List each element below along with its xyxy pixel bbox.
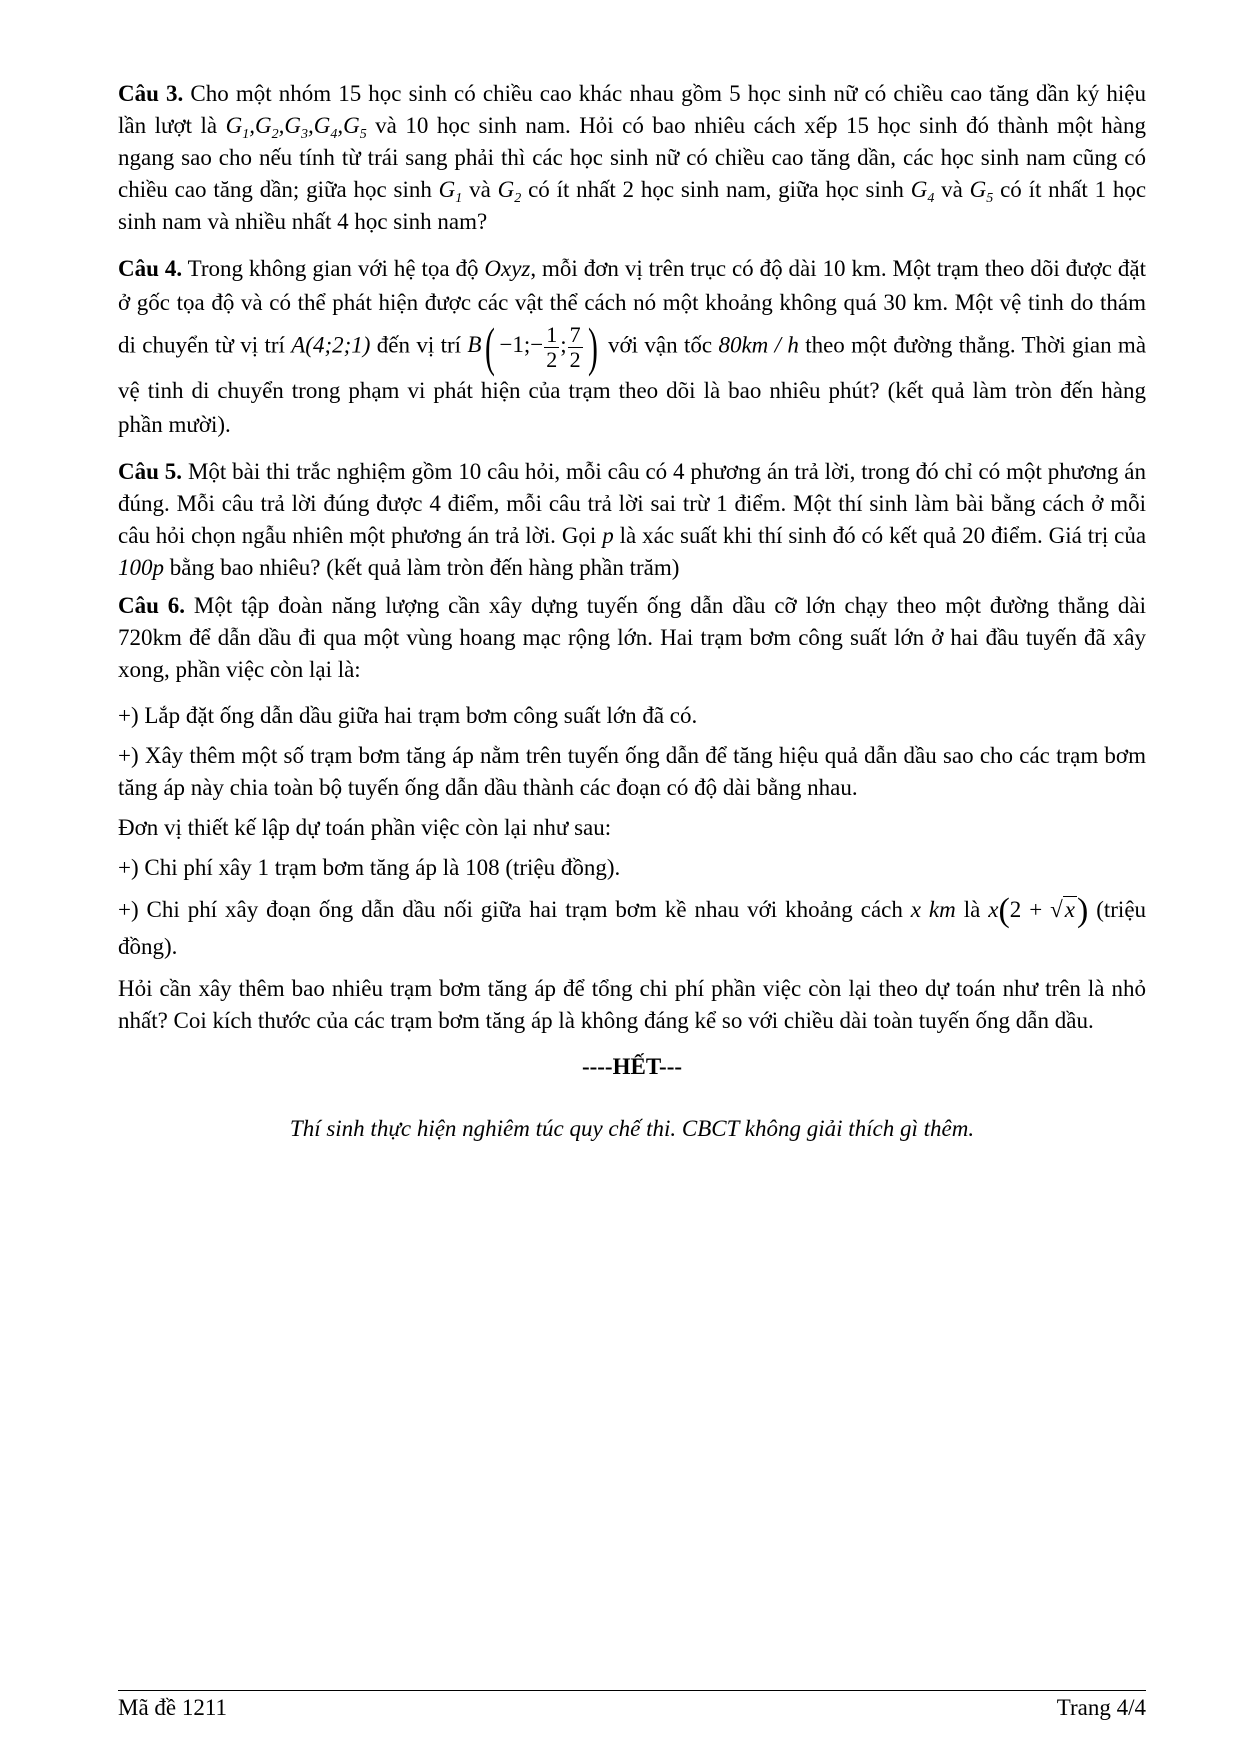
- page-number: Trang 4/4: [1056, 1695, 1146, 1720]
- q6-bullet-3: +) Chi phí xây 1 trạm bơm tăng áp là 108 (triệu đồng).: [118, 855, 621, 880]
- math-point-a: A(4;2;1): [291, 332, 371, 358]
- question-5: Câu 5. Một bài thi trắc nghiệm gồm 10 câu hỏi, mỗi câu có 4 phương án trả lời, trong đó chỉ có một phương án đúng. Mỗi câu trả lời đúng được 4 điểm, mỗi câu trả lời sai trừ 1 điểm. Một thí sinh làm bài bằng cách ở mỗi câu hỏi chọn ngẫu nhiên một phương án trả lời. Gọi p là xác suất khi thí sinh đó có kết quả 20 điểm. Giá trị của 100p bằng bao nhiêu? (kết quả làm tròn đến hàng phần trăm): [118, 459, 1147, 580]
- math-g4: $G_4$: [910, 177, 935, 206]
- end-mark: ----HẾT---: [581, 1054, 683, 1079]
- math-coordinate-system: Oxyz: [484, 256, 531, 281]
- exam-page: [118, 78, 1146, 1145]
- math-g2: $G_2$: [497, 177, 522, 206]
- math-100p: 100p: [118, 555, 164, 580]
- page-footer: [118, 1690, 1146, 1720]
- question-label: Câu 5.: [118, 459, 183, 484]
- q6-question: Hỏi cần xây thêm bao nhiêu trạm bơm tăng áp để tổng chi phí phần việc còn lại theo dự toán như trên là nhỏ nhất? Coi kích thước của các trạm bơm tăng áp là không đáng kể so với chiều dài toàn tuyến ống dẫn dầu.: [118, 976, 1146, 1033]
- math-speed: 80km / h: [718, 332, 799, 358]
- math-g1: $G_1$: [438, 177, 463, 206]
- question-3: Câu 3. Cho một nhóm 15 học sinh có chiều cao khác nhau gồm 5 học sinh nữ có chiều cao tăng dần ký hiệu lần lượt là $G_1,G_2,G_3,G_4,G_5$ và 10 học sinh nam. Hỏi có bao nhiêu cách xếp 15 học sinh đó thành một hàng ngang sao cho nếu tính từ trái sang phải thì các học sinh nữ có chiều cao tăng dần, các học sinh nam cũng có chiều cao tăng dần; giữa học $\sinh G_1$ và $G_2$ có ít nhất 2 học sinh nam, giữa học $\sinh G_4$ và $G_5$ có ít nhất 1 học sinh nam và nhiều nhất 4 học sinh nam?: [118, 81, 1147, 234]
- q6-bullet-1: +) Lắp đặt ống dẫn dầu giữa hai trạm bơm công suất lớn đã có.: [118, 703, 698, 728]
- question-label: Câu 6.: [118, 593, 186, 618]
- math-p: p: [602, 523, 614, 548]
- question-label: Câu 3.: [118, 81, 184, 106]
- exam-code: Mã đề 1211: [118, 1695, 228, 1720]
- question-4: Câu 4. Trong không gian với hệ tọa độ Oxyz, mỗi đơn vị trên trục có độ dài 10 km. Một trạm theo dõi được đặt ở gốc tọa độ và có thể phát hiện được các vật thể cách nó một khoảng không quá 30 km. Một vệ tinh do thám di chuyển từ vị trí A(4;2;1) đến vị trí B( −1;− $\frac{1}{2}$ ; $\frac{7}{2}$ ) với vận tốc 80km / h theo một đường thẳng. Thời gian mà vệ tinh di chuyển trong phạm vi phát hiện của trạm theo dõi là bao nhiêu phút? (kết quả làm tròn đến hàng phần mười).: [118, 256, 1147, 437]
- math-g5: $G_5$: [969, 177, 994, 206]
- question-6: Câu 6. Một tập đoàn năng lượng cần xây dựng tuyến ống dẫn dầu cỡ lớn chạy theo một đường thẳng dài 720km để dẫn dầu đi qua một vùng hoang mạc rộng lớn. Hai trạm bơm công suất lớn ở hai đầu tuyến đã xây xong, phần việc còn lại là:: [118, 593, 1147, 682]
- q6-bullet-2: +) Xây thêm một số trạm bơm tăng áp nằm trên tuyến ống dẫn để tăng hiệu quả dẫn dầu sao cho các trạm bơm tăng áp này chia toàn bộ tuyến ống dẫn dầu thành các đoạn có độ dài bằng nhau.: [118, 743, 1146, 800]
- math-point-b: B( −1;− $\frac{1}{2}$ ; $\frac{7}{2}$ ): [467, 317, 598, 377]
- exam-note: Thí sinh thực hiện nghiêm túc quy chế thi. CBCT không giải thích gì thêm.: [289, 1116, 975, 1141]
- q6-bullet-4: +) Chi phí xây đoạn ống dẫn dầu nối giữa hai trạm bơm kề nhau với khoảng cách x km là x(2 + √x) (triệu đồng).: [118, 892, 1147, 959]
- question-label: Câu 4.: [118, 256, 183, 281]
- math-sequence: $G_1,G_2,G_3,G_4,G_5$: [225, 113, 367, 142]
- math-distance: x km: [910, 897, 956, 922]
- q6-estimate-intro: Đơn vị thiết kế lập dự toán phần việc còn lại như sau:: [118, 815, 612, 840]
- math-cost-formula: x(2 + √x): [988, 892, 1089, 929]
